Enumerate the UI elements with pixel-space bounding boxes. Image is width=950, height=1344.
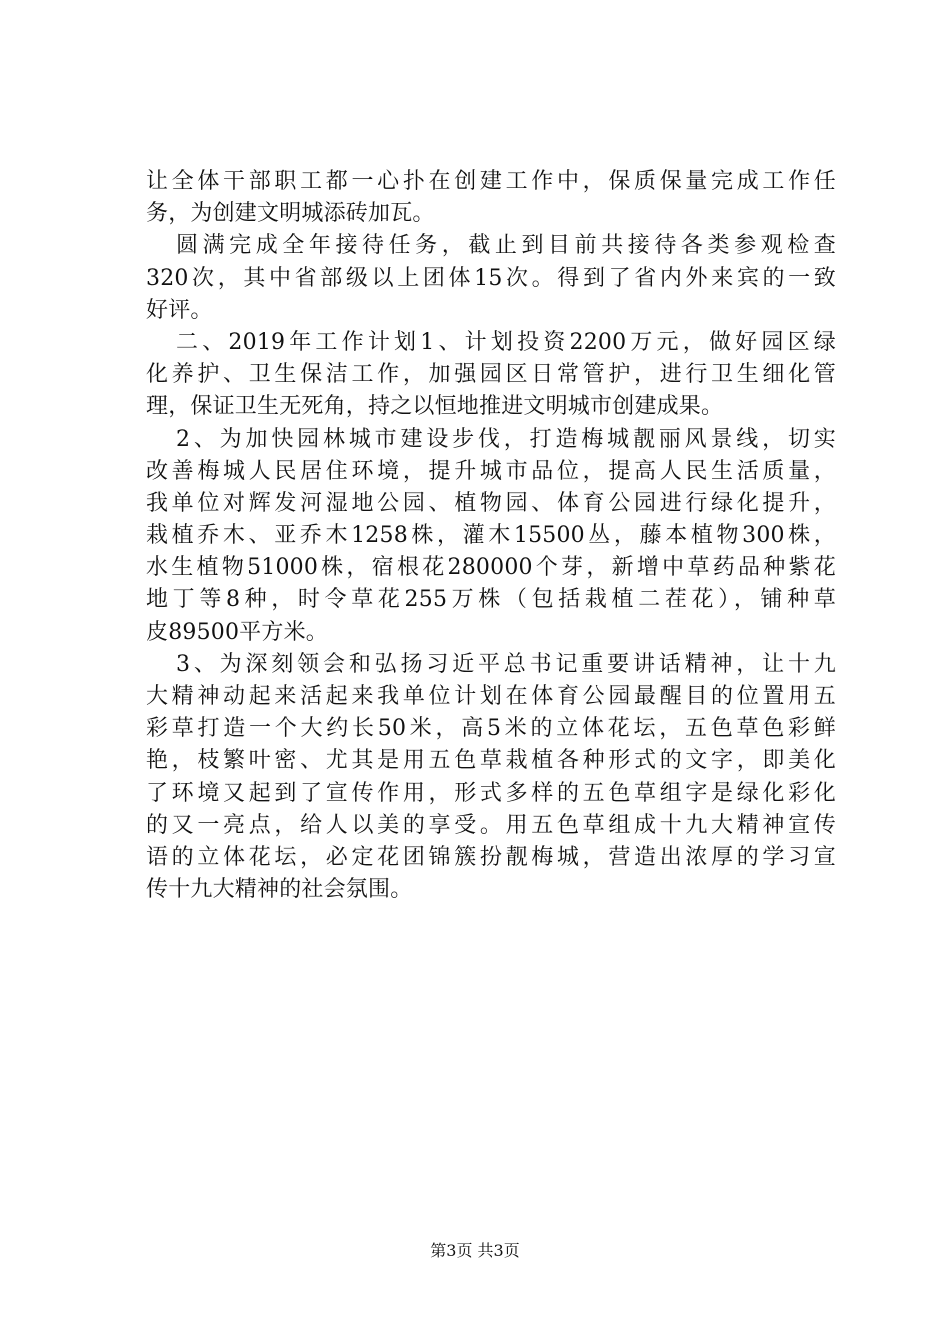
text-line: 3、为深刻领会和弘扬习近平总书记重要讲话精神，让十九 [176,651,836,677]
text-line: 大精神动起来活起来我单位计划在体育公园最醒目的位置用五 [146,684,836,709]
text-line: 栽植乔木、亚乔木1258株，灌木15500丛，藤本植物300株， [146,523,836,549]
text-line: 艳，枝繁叶密、尤其是用五色草栽植各种形式的文字，即美化 [146,748,836,774]
text-line: 务，为创建文明城添砖加瓦。 [146,201,435,227]
text-line: 让全体干部职工都一心扑在创建工作中，保质保量完成工作任 [146,169,836,194]
text-line: 传十九大精神的社会氛围。 [146,877,413,903]
text-line: 圆满完成全年接待任务，截止到目前共接待各类参观检查 [176,233,836,259]
text-line: 地丁等8种，时令草花255万株（包括栽植二茬花），铺种草 [146,587,836,613]
text-line: 320次，其中省部级以上团体15次。得到了省内外来宾的一致 [146,265,836,291]
page-footer [0,1240,950,1262]
text-line: 语的立体花坛，必定花团锦簇扮靓梅城，营造出浓厚的学习宣 [146,844,836,870]
text-line: 的又一亮点，给人以美的享受。用五色草组成十九大精神宣传 [146,812,836,838]
text-line: 我单位对辉发河湿地公园、植物园、体育公园进行绿化提升， [146,490,836,516]
text-line: 彩草打造一个大约长50米，高5米的立体花坛，五色草色彩鲜 [146,716,836,742]
text-line: 皮89500平方米。 [146,619,328,645]
text-line: 改善梅城人民居住环境，提升城市品位，提高人民生活质量， [146,458,836,484]
text-line: 理，保证卫生无死角，持之以恒地推进文明城市创建成果。 [146,394,724,420]
text-line: 水生植物51000株，宿根花280000个芽，新增中草药品种紫花 [146,555,836,581]
text-line: 好评。 [146,297,213,323]
text-line: 了环境又起到了宣传作用，形式多样的五色草组字是绿化彩化 [146,780,836,806]
page-number: 第3页 共3页 [430,1241,520,1260]
text-line: 2、为加快园林城市建设步伐，打造梅城靓丽风景线，切实 [176,426,836,452]
text-line: 化养护、卫生保洁工作，加强园区日常管护，进行卫生细化管 [146,362,836,388]
text-line: 二、2019年工作计划1、计划投资2200万元，做好园区绿 [176,329,836,355]
document-body [146,166,836,906]
